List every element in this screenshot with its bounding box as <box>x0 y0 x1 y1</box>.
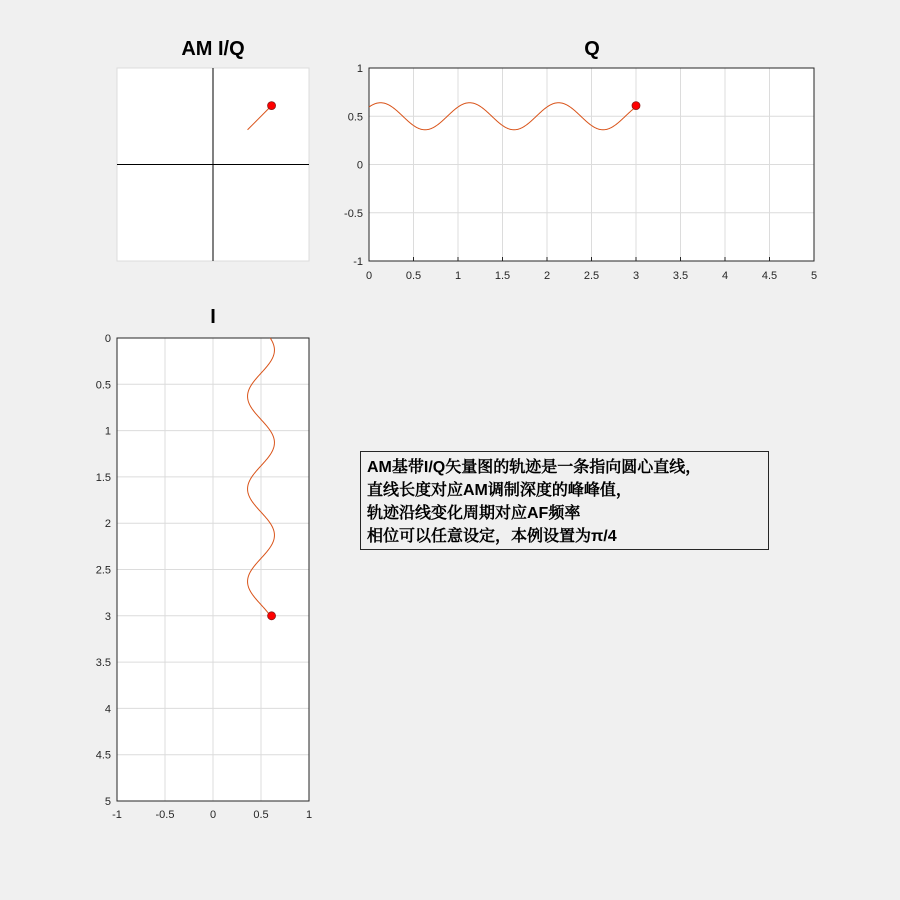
svg-text:1.5: 1.5 <box>95 471 111 484</box>
svg-text:4.5: 4.5 <box>95 749 111 762</box>
svg-text:3: 3 <box>104 610 111 623</box>
i-axes[interactable] <box>96 333 312 821</box>
svg-text:0: 0 <box>209 809 217 821</box>
svg-text:1: 1 <box>454 270 462 282</box>
svg-text:1: 1 <box>356 63 363 75</box>
i-plot-title: I <box>210 306 216 328</box>
svg-text:0: 0 <box>104 333 111 345</box>
annotation-line-3: 轨迹沿线变化周期对应AF频率 <box>367 505 581 522</box>
annotation-line-4: 相位可以任意设定，本例设置为π/4 <box>367 528 617 545</box>
svg-text:4.5: 4.5 <box>761 270 778 282</box>
svg-text:1: 1 <box>305 809 313 821</box>
iq-plot-title: AM I/Q <box>181 38 245 60</box>
iq-current-point-marker <box>268 102 276 110</box>
svg-text:4: 4 <box>104 703 111 716</box>
iq-axes[interactable] <box>117 68 309 261</box>
svg-text:0.5: 0.5 <box>347 111 363 124</box>
svg-text:4: 4 <box>721 270 729 282</box>
annotation-line-2: 直线长度对应AM调制深度的峰峰值， <box>367 482 632 499</box>
svg-text:-0.5: -0.5 <box>155 809 175 821</box>
svg-text:2: 2 <box>104 518 111 531</box>
svg-text:5: 5 <box>810 270 818 282</box>
svg-text:1.5: 1.5 <box>494 270 511 282</box>
svg-text:2.5: 2.5 <box>95 564 111 577</box>
svg-text:0: 0 <box>365 270 373 282</box>
i-current-point-marker <box>268 612 276 620</box>
q-axes[interactable] <box>344 63 817 282</box>
svg-text:5: 5 <box>104 796 111 808</box>
q-plot-title: Q <box>584 38 600 60</box>
svg-text:-1: -1 <box>112 809 122 821</box>
svg-text:2: 2 <box>543 270 551 282</box>
svg-text:3: 3 <box>632 270 640 282</box>
svg-text:0.5: 0.5 <box>95 379 111 392</box>
annotation-line-1: AM基带I/Q矢量图的轨迹是一条指向圆心直线， <box>367 459 702 476</box>
svg-text:3.5: 3.5 <box>95 657 111 670</box>
svg-text:0: 0 <box>356 159 363 172</box>
svg-text:0.5: 0.5 <box>405 270 422 282</box>
svg-text:2.5: 2.5 <box>583 270 600 282</box>
svg-text:3.5: 3.5 <box>672 270 689 282</box>
svg-text:-0.5: -0.5 <box>344 207 363 220</box>
annotation-textbox <box>360 451 769 550</box>
svg-text:-1: -1 <box>353 256 363 268</box>
q-current-point-marker <box>632 102 640 110</box>
svg-text:1: 1 <box>104 425 111 438</box>
svg-text:0.5: 0.5 <box>253 809 269 821</box>
